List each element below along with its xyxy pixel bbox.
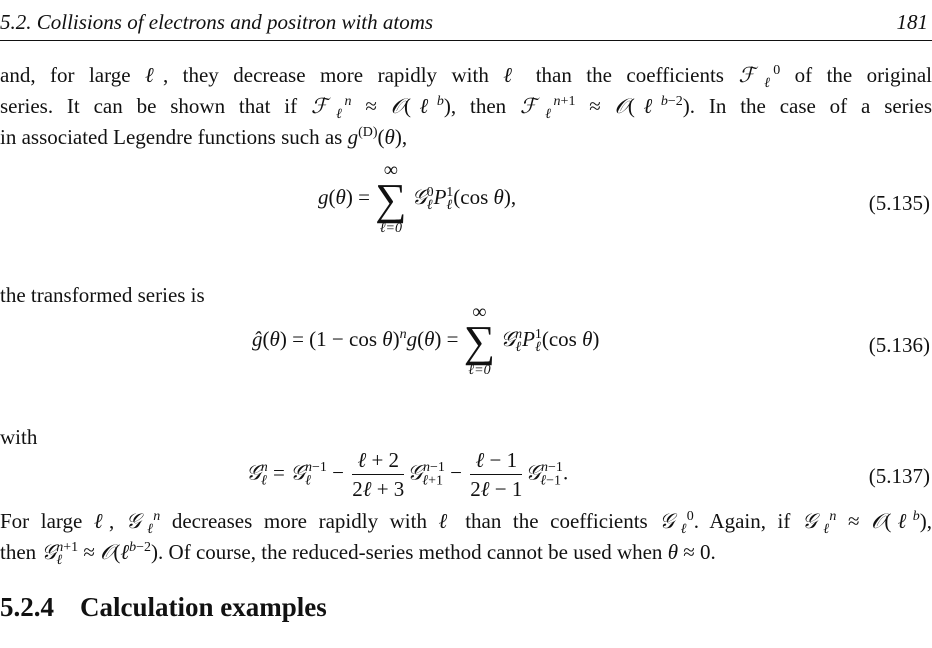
equation-number: (5.135): [868, 191, 930, 215]
equation-5-136-body: ĝ(θ) = $(1 - \cos \theta)^ng(\theta)$ = ∞ ∑ ℓ=0 $𝒢_\ell^nP_\ell^1(\cos$ θ): [252, 301, 600, 378]
paragraph-1-line-1: and, for large ℓ, they decrease more rapidly with ℓ than the coefficients ℱ$_\ell^0$ of the original: [0, 63, 932, 92]
equation-number: (5.137): [868, 464, 930, 488]
chapter-title: 5.2. Collisions of electrons and positron with atoms: [0, 10, 434, 34]
paragraph-2: the transformed series is: [0, 283, 205, 307]
page-number: 181: [896, 10, 928, 34]
paragraph-3: with: [0, 425, 38, 449]
paragraph-1: [0, 60, 932, 153]
header-rule: [0, 40, 932, 41]
section-number: 5.2.4: [0, 592, 54, 622]
section-title: Calculation examples: [80, 592, 327, 622]
equation-5-137-body: 𝒢$_\ell^n$ = 𝒢$_\ell^{n-1}$ − $\frac{\text{ℓ + 2}}{\text{2ℓ + 3}}$ 𝒢$_{\ell+1}^{n-1}$ − $\frac{\text{ℓ − 1}}{\text{2ℓ − 1}}$ 𝒢$_{\ell-1}^{n-1}$.: [246, 448, 569, 501]
paragraph-4: [0, 506, 932, 568]
equation-number: (5.136): [868, 333, 930, 357]
section-heading: [0, 592, 327, 623]
equation-5-136: [0, 302, 932, 402]
paragraph-4-line-2: then 𝒢$_\ell^{n+1}$ ≈ 𝒪(ℓ$^{b-2}$). Of course, the reduced-series method cannot be used when θ ≈ 0.: [0, 540, 716, 569]
paragraph-1-line-2: series. It can be shown that if ℱ$_\ell^n$ ≈ 𝒪(ℓ$^b$), then ℱ$_\ell^{n+1}$ ≈ 𝒪(ℓ$^{b-2}$). In the case of a series: [0, 94, 932, 123]
paragraph-1-line-3: in associated Legendre functions such as $g^{(D)}(\theta)$,: [0, 125, 408, 149]
equation-5-135: [0, 160, 932, 260]
paragraph-4-line-1: For large ℓ, 𝒢$_\ell^n$ decreases more rapidly with ℓ than the coefficients 𝒢$_\ell^0$. Again, if 𝒢$_\ell^n$ ≈ 𝒪(ℓ$^b$),: [0, 509, 932, 538]
equation-5-135-body: g(θ) = ∞ ∑ ℓ=0 $𝒢_\ell^0P_\ell^1(\cos$ θ),: [318, 159, 517, 236]
running-head: [0, 10, 932, 40]
